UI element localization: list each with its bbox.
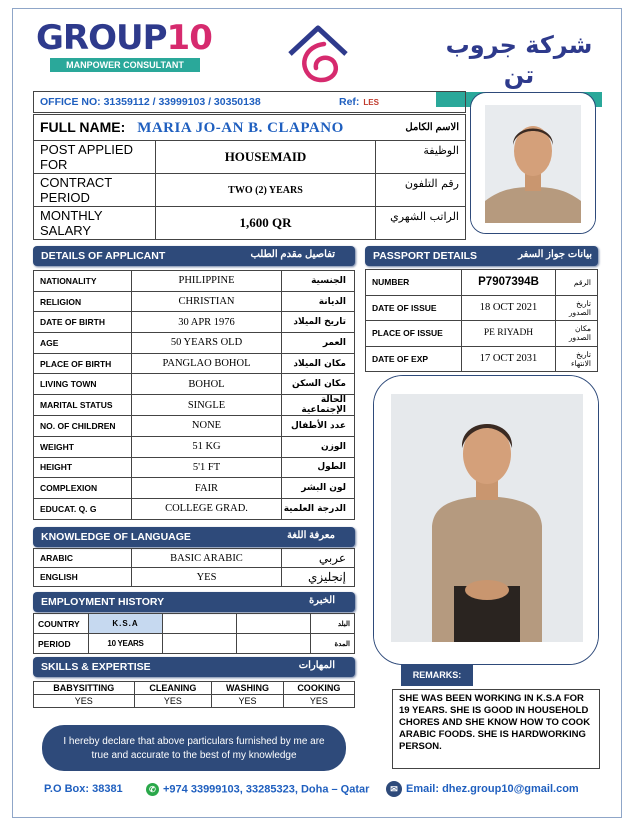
row-label: MONTHLY SALARY xyxy=(34,207,156,240)
detail-value: 50 YEARS OLD xyxy=(132,333,282,354)
logo-main-text: GROUP xyxy=(36,18,167,58)
skills-header-row xyxy=(34,682,355,695)
detail-arabic: الوزن xyxy=(282,436,355,457)
declaration-box: I hereby declare that above particulars furnished by me are true and accurate to the best of my knowledge xyxy=(42,725,346,771)
detail-label: LIVING TOWN xyxy=(34,374,132,395)
row-value: HOUSEMAID xyxy=(156,141,376,174)
passport-row xyxy=(366,295,598,321)
period-arabic: المدة xyxy=(311,634,355,654)
row-label: CONTRACT PERIOD xyxy=(34,174,156,207)
detail-row xyxy=(34,416,355,437)
remarks-header: REMARKS: xyxy=(401,664,473,686)
detail-row xyxy=(34,353,355,374)
skills-title-arabic: المهارات xyxy=(298,660,335,671)
language-value: YES xyxy=(132,568,282,587)
detail-row xyxy=(34,291,355,312)
detail-arabic: الطول xyxy=(282,457,355,478)
detail-value: PANGLAO BOHOL xyxy=(132,353,282,374)
passport-label: NUMBER xyxy=(366,270,462,296)
detail-value: CHRISTIAN xyxy=(132,291,282,312)
employment-title: EMPLOYMENT HISTORY xyxy=(41,596,165,608)
employment-section-header xyxy=(33,592,355,612)
detail-value: FAIR xyxy=(132,478,282,499)
skill-header: BABYSITTING xyxy=(34,682,135,695)
language-arabic: عربي xyxy=(282,549,355,568)
detail-value: 5'1 FT xyxy=(132,457,282,478)
employment-table xyxy=(33,613,355,654)
detail-row xyxy=(34,436,355,457)
language-title: KNOWLEDGE OF LANGUAGE xyxy=(41,531,191,543)
language-label: ARABIC xyxy=(34,549,132,568)
post-applied-row xyxy=(34,141,466,174)
skills-table xyxy=(33,681,355,708)
detail-row xyxy=(34,374,355,395)
detail-label: HEIGHT xyxy=(34,457,132,478)
passport-row xyxy=(366,321,598,347)
empty-cell xyxy=(163,634,237,654)
footer-phone xyxy=(146,783,369,796)
passport-label: DATE OF ISSUE xyxy=(366,295,462,321)
detail-row xyxy=(34,478,355,499)
skill-value: YES xyxy=(134,695,212,708)
contract-period-row xyxy=(34,174,466,207)
footer-phone-text: +974 33999103, 33285323, Doha – Qatar xyxy=(163,783,370,796)
detail-value: BOHOL xyxy=(132,374,282,395)
passport-table xyxy=(365,269,598,372)
remarks-text: SHE WAS BEEN WORKING IN K.S.A FOR 19 YEARS. SHE IS GOOD IN HOUSEHOLD CHORES AND SHE KNOW HOW TO COOK ARABIC FOODS. SHE IS HARDWORKING PERSON. xyxy=(392,689,600,769)
ref-label: Ref: xyxy=(339,96,360,108)
detail-arabic: الدرجة العلمية xyxy=(282,498,355,519)
detail-arabic: تاريخ الميلاد xyxy=(282,312,355,333)
passport-section-header xyxy=(365,246,598,266)
detail-label: COMPLEXION xyxy=(34,478,132,499)
detail-value: SINGLE xyxy=(132,395,282,416)
detail-value: NONE xyxy=(132,416,282,437)
ref-value: LES xyxy=(363,98,379,107)
detail-arabic: العمر xyxy=(282,333,355,354)
detail-label: EDUCAT. Q. G xyxy=(34,498,132,519)
row-value: TWO (2) YEARS xyxy=(156,174,376,207)
skill-header: CLEANING xyxy=(134,682,212,695)
passport-title: PASSPORT DETAILS xyxy=(373,250,478,262)
detail-arabic: الحالة الإجتماعية xyxy=(282,395,355,416)
detail-value: 51 KG xyxy=(132,436,282,457)
detail-label: DATE OF BIRTH xyxy=(34,312,132,333)
full-name-row xyxy=(34,115,466,141)
detail-row xyxy=(34,395,355,416)
language-arabic: إنجليزي xyxy=(282,568,355,587)
passport-row xyxy=(366,346,598,372)
detail-label: MARITAL STATUS xyxy=(34,395,132,416)
passport-value: 18 OCT 2021 xyxy=(462,295,556,321)
detail-row xyxy=(34,271,355,292)
passport-title-arabic: بيانات جواز السفر xyxy=(518,249,592,260)
mail-icon: ✉ xyxy=(386,781,402,797)
detail-arabic: مكان السكن xyxy=(282,374,355,395)
detail-label: RELIGION xyxy=(34,291,132,312)
detail-row xyxy=(34,457,355,478)
country-arabic: البلد xyxy=(311,614,355,634)
footer-pobox: P.O Box: 38381 xyxy=(44,783,123,795)
language-value: BASIC ARABIC xyxy=(132,549,282,568)
applicant-photo-small xyxy=(470,92,596,234)
passport-arabic: الرقم xyxy=(556,270,598,296)
period-label: PERIOD xyxy=(34,634,89,654)
office-no-text: OFFICE NO: 31359112 / 33999103 / 30350138 xyxy=(40,96,261,108)
language-label: ENGLISH xyxy=(34,568,132,587)
full-name-value: MARIA JO-AN B. CLAPANO xyxy=(137,119,344,136)
details-title: DETAILS OF APPLICANT xyxy=(41,250,166,262)
details-title-arabic: تفاصيل مقدم الطلب xyxy=(250,249,335,260)
detail-arabic: عدد الأطفال xyxy=(282,416,355,437)
emblem-logo-icon xyxy=(284,24,352,86)
skill-value: YES xyxy=(283,695,354,708)
detail-arabic: الجنسية xyxy=(282,271,355,292)
passport-value: PE RIYADH xyxy=(462,321,556,347)
detail-row xyxy=(34,333,355,354)
applicant-photo-full xyxy=(373,375,599,665)
passport-arabic: تاريخ الصدور xyxy=(556,295,598,321)
language-title-arabic: معرفة اللغة xyxy=(287,530,335,541)
detail-arabic: مكان الميلاد xyxy=(282,353,355,374)
detail-label: AGE xyxy=(34,333,132,354)
skills-section-header xyxy=(33,657,355,677)
detail-value: COLLEGE GRAD. xyxy=(132,498,282,519)
language-section-header xyxy=(33,527,355,547)
empty-cell xyxy=(237,614,311,634)
footer-email xyxy=(386,781,579,797)
skills-title: SKILLS & EXPERTISE xyxy=(41,661,151,673)
passport-arabic: تاريخ الانتهاء xyxy=(556,346,598,372)
empty-cell xyxy=(237,634,311,654)
language-row xyxy=(34,549,355,568)
row-arabic: رقم التلفون xyxy=(376,174,466,207)
skill-header: COOKING xyxy=(283,682,354,695)
logo-num-text: 10 xyxy=(166,18,212,58)
row-label: POST APPLIED FOR xyxy=(34,141,156,174)
passport-row xyxy=(366,270,598,296)
language-table xyxy=(33,548,355,587)
employment-period-row xyxy=(34,634,355,654)
logo-subtitle: MANPOWER CONSULTANT xyxy=(50,58,200,72)
office-numbers xyxy=(33,91,466,113)
country-value: K.S.A xyxy=(89,614,163,634)
logo-arabic-text: شركة جروب تن xyxy=(445,31,593,89)
detail-label: NO. OF CHILDREN xyxy=(34,416,132,437)
detail-value: 30 APR 1976 xyxy=(132,312,282,333)
full-name-label: FULL NAME: xyxy=(40,118,126,135)
employment-title-arabic: الخبرة xyxy=(308,595,335,606)
footer-email-text: Email: dhez.group10@gmail.com xyxy=(406,782,579,795)
detail-label: NATIONALITY xyxy=(34,271,132,292)
passport-label: DATE OF EXP xyxy=(366,346,462,372)
details-section-header xyxy=(33,246,355,266)
country-label: COUNTRY xyxy=(34,614,89,634)
passport-value: 17 OCT 2031 xyxy=(462,346,556,372)
detail-label: PLACE OF BIRTH xyxy=(34,353,132,374)
ref-field xyxy=(339,96,379,108)
passport-value: P7907394B xyxy=(462,270,556,296)
detail-value: PHILIPPINE xyxy=(132,271,282,292)
details-table xyxy=(33,270,355,520)
passport-arabic: مكان الصدور xyxy=(556,321,598,347)
detail-label: WEIGHT xyxy=(34,436,132,457)
whatsapp-icon: ✆ xyxy=(146,783,159,796)
monthly-salary-row xyxy=(34,207,466,240)
group10-logo xyxy=(36,18,212,72)
skill-header: WASHING xyxy=(212,682,283,695)
language-row xyxy=(34,568,355,587)
detail-row xyxy=(34,312,355,333)
row-arabic: الراتب الشهري xyxy=(376,207,466,240)
period-value: 10 YEARS xyxy=(89,634,163,654)
employment-country-row xyxy=(34,614,355,634)
row-arabic: الوظيفة xyxy=(376,141,466,174)
row-value: 1,600 QR xyxy=(156,207,376,240)
full-name-arabic: الاسم الكامل xyxy=(405,121,459,133)
detail-row xyxy=(34,498,355,519)
passport-label: PLACE OF ISSUE xyxy=(366,321,462,347)
detail-arabic: لون البشر xyxy=(282,478,355,499)
skill-value: YES xyxy=(212,695,283,708)
applicant-summary-table xyxy=(33,114,466,240)
skills-value-row xyxy=(34,695,355,708)
detail-arabic: الديانة xyxy=(282,291,355,312)
skill-value: YES xyxy=(34,695,135,708)
empty-cell xyxy=(163,614,237,634)
